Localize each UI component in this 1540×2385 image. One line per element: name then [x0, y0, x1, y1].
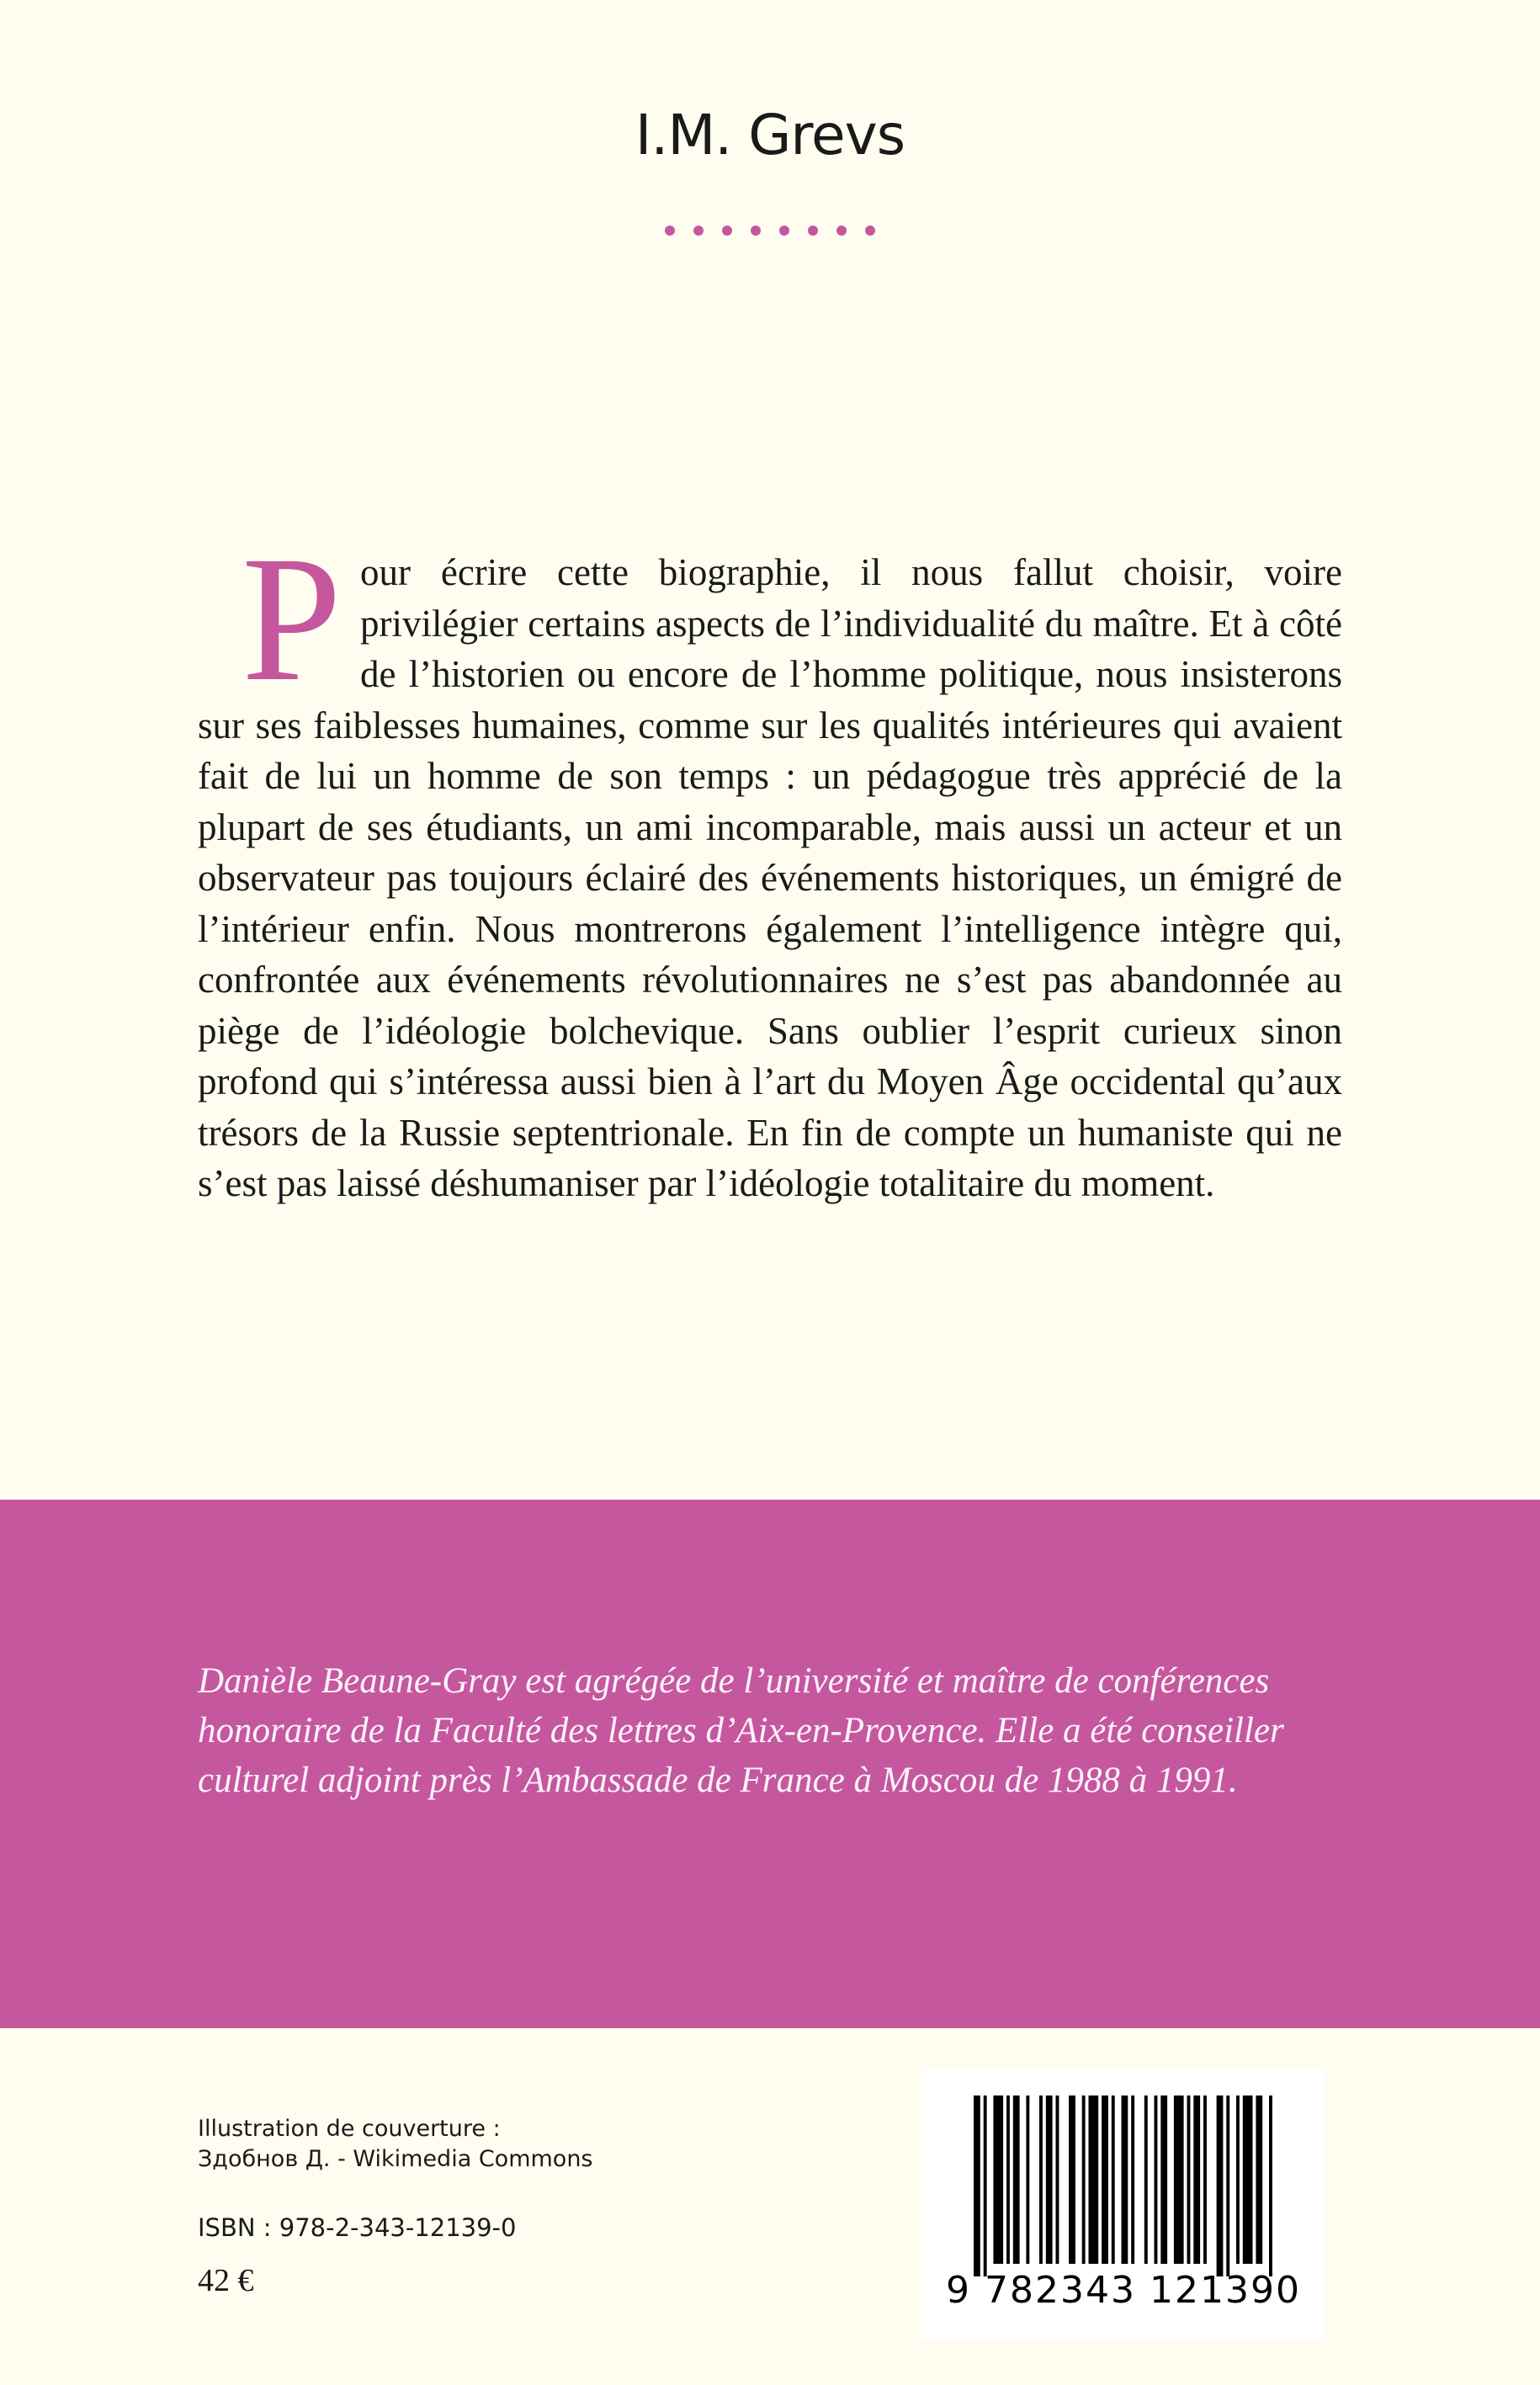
dot-ornament	[693, 226, 704, 236]
dot-ornament	[836, 226, 847, 236]
decorative-dots	[0, 226, 1540, 236]
barcode-bar	[1203, 2096, 1207, 2264]
barcode-bar	[1069, 2096, 1075, 2264]
isbn: ISBN : 978-2-343-12139-0	[198, 2213, 517, 2242]
drop-cap: P	[242, 519, 343, 719]
barcode-bar	[1160, 2096, 1167, 2264]
barcode-bar	[1089, 2096, 1099, 2264]
barcode-bar	[1006, 2096, 1010, 2264]
barcode-bar	[1102, 2096, 1108, 2264]
barcode-bar	[1269, 2096, 1272, 2276]
barcode-bar	[1144, 2096, 1148, 2264]
author-bio-line: honoraire de la Faculté des lettres d’Aix-en-Provence. Elle a été conseiller	[198, 1711, 1284, 1750]
dot-ornament	[865, 226, 875, 236]
barcode-bar	[1174, 2096, 1184, 2264]
dot-ornament	[751, 226, 761, 236]
author-band	[0, 1500, 1540, 2028]
barcode-bar	[993, 2096, 1003, 2264]
barcode-bar	[1243, 2096, 1253, 2264]
barcode-bar	[1226, 2096, 1229, 2276]
barcode	[921, 2070, 1325, 2340]
barcode-bar	[1122, 2096, 1128, 2264]
author-bio	[198, 1656, 1351, 1805]
price: 42 €	[198, 2263, 254, 2298]
barcode-bar	[1236, 2096, 1240, 2264]
author-bio-line: culturel adjoint près l’Ambassade de France à Moscou de 1988 à 1991.	[198, 1761, 1238, 1800]
barcode-bar	[1082, 2096, 1086, 2264]
barcode-bar	[1187, 2096, 1191, 2264]
barcode-bar	[1046, 2096, 1053, 2264]
dot-ornament	[665, 226, 675, 236]
barcode-bar	[1256, 2096, 1262, 2264]
illustration-source: Здобнов Д. - Wikimedia Commons	[198, 2146, 593, 2172]
barcode-bar	[1056, 2096, 1059, 2264]
barcode-bar	[1131, 2096, 1134, 2264]
barcode-bar	[1193, 2096, 1200, 2264]
book-title: I.M. Grevs	[635, 103, 905, 167]
barcode-bar	[1112, 2096, 1115, 2264]
barcode-bar	[1026, 2096, 1029, 2264]
barcode-digits: 9 782343 121390	[946, 2269, 1301, 2312]
illustration-credit	[198, 2114, 593, 2175]
barcode-bar	[1039, 2096, 1043, 2264]
barcode-bar	[1013, 2096, 1020, 2264]
dot-ornament	[808, 226, 818, 236]
barcode-bar	[974, 2096, 980, 2276]
illustration-label: Illustration de couverture :	[198, 2116, 501, 2142]
summary-paragraph	[198, 519, 1342, 1209]
dot-ornament	[722, 226, 732, 236]
summary-text: our écrire cette biographie, il nous fallut choisir, voire privilégier certains aspects de l’individualité du maître. Et à côté de l’historien ou encore de l’homme politique, nous insisterons sur ses faiblesses humaines, comme sur les qualités intérieures qui avaient fait de lui un homme de son temps : un pédagogue très apprécié de la plupart de ses étudiants, un ami incomparable, mais aussi un acteur et un observateur pas toujours éclairé des événements historiques, un émigré de l’intérieur enfin. Nous montrerons également l’intelligence intègre qui, confrontée aux événements révolutionnaires ne s’est pas abandonnée au piège de l’idéologie bolchevique. Sans oublier l’esprit curieux sinon profond qui s’intéressa aussi bien à l’art du Moyen Âge occidental qu’aux trésors de la Russie septentrionale. En fin de compte un humaniste qui ne s’est pas laissé déshumaniser par l’idéologie totalitaire du moment.	[198, 551, 1342, 1204]
dot-ornament	[779, 226, 789, 236]
author-bio-line: Danièle Beaune-Gray est agrégée de l’université et maître de conférences	[198, 1661, 1270, 1701]
barcode-bar	[1155, 2096, 1158, 2264]
barcode-bar	[984, 2096, 987, 2276]
barcode-bar	[1217, 2096, 1224, 2276]
